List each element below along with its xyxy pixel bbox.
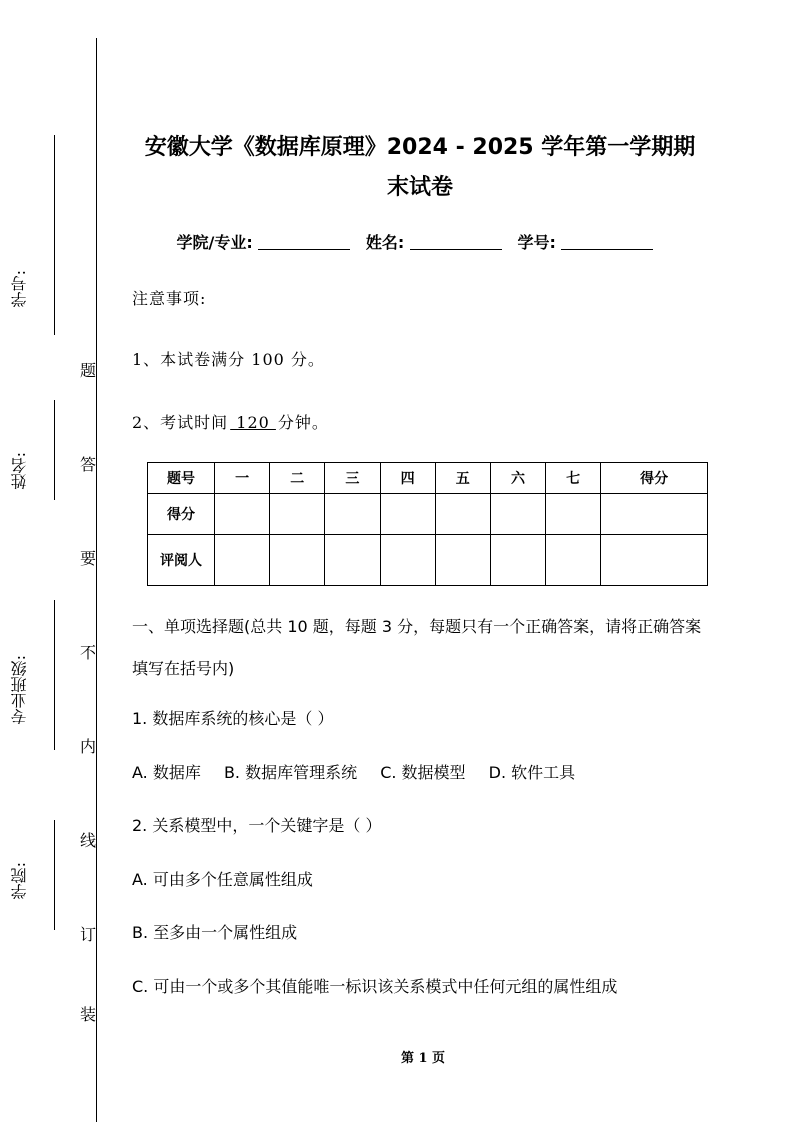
seal-char: 线 [79, 831, 96, 850]
notes-item-1: 1、本试卷满分 100 分。 [132, 350, 325, 369]
student-id-field[interactable] [561, 235, 653, 250]
table-row-label: 评阅人 [148, 535, 215, 586]
college-major-field[interactable] [258, 235, 350, 250]
table-cell[interactable] [325, 535, 380, 586]
table-header-cell: 题号 [148, 463, 215, 494]
table-cell[interactable] [490, 494, 545, 535]
major-class-label: 专业班级: [10, 655, 29, 725]
name-field[interactable] [410, 235, 502, 250]
table-row [148, 463, 708, 494]
table-cell[interactable] [380, 494, 435, 535]
question-1-option-a: A. 数据库 [132, 763, 201, 782]
score-table [147, 462, 708, 586]
seal-char: 装 [79, 1005, 96, 1024]
student-id-label: 学号: [10, 270, 29, 308]
table-header-cell: 四 [380, 463, 435, 494]
question-1-stem: 1. 数据库系统的核心是（ ） [132, 709, 334, 728]
question-1-option-d: D. 软件工具 [488, 763, 576, 782]
seal-char: 内 [79, 737, 96, 756]
student-id-label: 学号: [517, 233, 556, 252]
table-cell[interactable] [601, 535, 708, 586]
college-major-label: 学院/专业: [176, 233, 253, 252]
seal-char: 订 [79, 925, 96, 944]
page-number: 第 1 页 [400, 1051, 446, 1066]
question-2-option-b: B. 至多由一个属性组成 [132, 923, 298, 942]
seal-char: 要 [79, 549, 96, 568]
major-class-blank-line [54, 600, 55, 750]
college-label: 学院: [10, 862, 29, 900]
table-cell[interactable] [490, 535, 545, 586]
notes-item-2-suffix: 分钟。 [277, 413, 329, 432]
table-header-cell: 一 [215, 463, 270, 494]
section-1-heading: 一、单项选择题(总共 10 题，每题 3 分，每题只有一个正确答案，请将正确答案填写在括号内) [132, 617, 702, 678]
exam-duration-value: 120 [230, 413, 276, 432]
question-1-options [132, 760, 593, 783]
notes-item-2-prefix: 2、考试时间 [132, 413, 229, 432]
notes-heading: 注意事项: [132, 289, 207, 308]
table-header-cell: 六 [490, 463, 545, 494]
student-info-row [120, 230, 720, 253]
notes-item-2 [132, 410, 329, 433]
exam-title [120, 128, 720, 208]
table-row-label: 得分 [148, 494, 215, 535]
table-cell[interactable] [325, 494, 380, 535]
question-1-option-c: C. 数据模型 [380, 763, 466, 782]
seal-char: 答 [79, 455, 96, 474]
exam-title-line2: 末试卷 [386, 175, 453, 200]
seal-char: 题 [79, 361, 96, 380]
binding-margin-line [96, 38, 97, 1122]
question-1-option-b: B. 数据库管理系统 [223, 763, 358, 782]
question-2-option-a: A. 可由多个任意属性组成 [132, 870, 313, 889]
table-cell[interactable] [546, 494, 601, 535]
table-cell[interactable] [215, 494, 270, 535]
seal-char: 不 [79, 643, 96, 662]
table-cell[interactable] [215, 535, 270, 586]
table-header-cell: 二 [270, 463, 325, 494]
table-cell[interactable] [601, 494, 708, 535]
name-label: 姓名: [10, 452, 29, 490]
table-row [148, 494, 708, 535]
table-header-cell: 得分 [601, 463, 708, 494]
table-cell[interactable] [546, 535, 601, 586]
name-label: 姓名: [365, 233, 405, 252]
college-blank-line [54, 820, 55, 930]
table-header-cell: 五 [435, 463, 490, 494]
question-2-option-c: C. 可由一个或多个其值能唯一标识该关系模式中任何元组的属性组成 [132, 977, 618, 996]
table-cell[interactable] [435, 535, 490, 586]
table-header-cell: 七 [546, 463, 601, 494]
student-id-blank-line [54, 135, 55, 335]
name-blank-line [54, 400, 55, 500]
question-2-stem: 2. 关系模型中，一个关键字是（ ） [132, 816, 382, 835]
table-header-cell: 三 [325, 463, 380, 494]
exam-title-line1: 安徽大学《数据库原理》2024 - 2025 学年第一学期期 [144, 135, 696, 160]
table-cell[interactable] [380, 535, 435, 586]
table-cell[interactable] [435, 494, 490, 535]
table-cell[interactable] [270, 535, 325, 586]
table-row [148, 535, 708, 586]
table-cell[interactable] [270, 494, 325, 535]
